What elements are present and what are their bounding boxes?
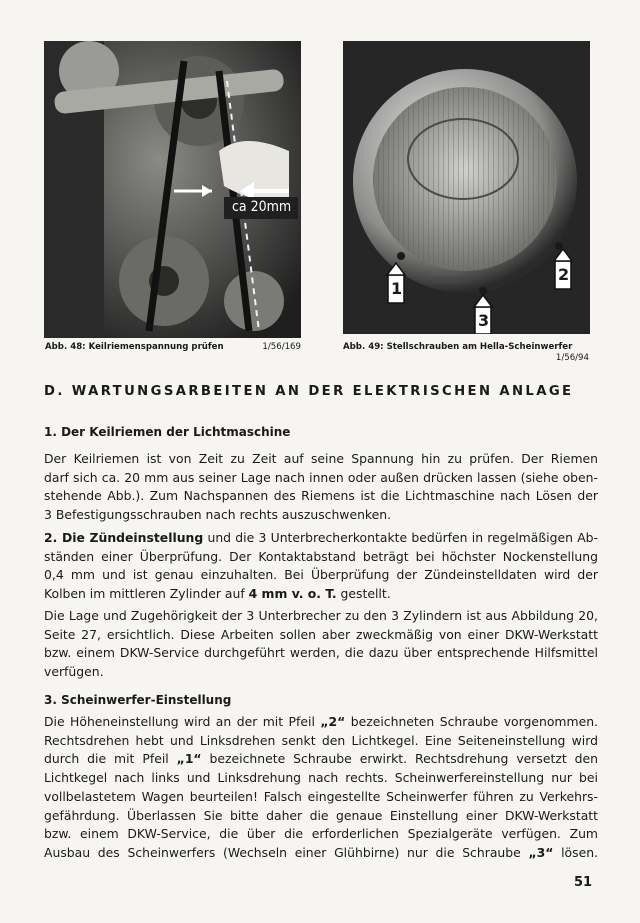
text-line: vollbelastetem Wagen beurteilen! Falsch eingestellte Scheinwerfer führen zu Verkehrs- (44, 788, 598, 804)
bold-marker: „3“ (528, 844, 554, 860)
text-fragment: bezeichneten Schraube vorgenommen. (345, 714, 598, 729)
text-line: bzw. einem DKW-Service durchgeführt werden, die dazu über entsprechende Hilfsmittel (44, 645, 598, 661)
text-fragment: Die Höheneinstellung wird an der mit Pfeil (44, 714, 321, 729)
text-line: verfügen. (44, 664, 104, 680)
text-fragment: gestellt. (336, 586, 391, 602)
bold-marker: „2“ (320, 714, 346, 729)
fig49-ref: 1/56/94 (555, 353, 589, 363)
text-line: gefährdung. Überlassen Sie bitte daher die genaue Einstellung einer DKW-Werkstatt (44, 807, 598, 823)
text-line: stehende Abb.). Zum Nachspannen des Riemens ist die Lichtmaschine nach Lösen der (44, 488, 598, 504)
text-line: Rechtsdrehen hebt und Linksdrehen senkt den Lichtkegel. Eine Seiteneinstellung wird (44, 732, 598, 748)
text-fragment: lösen. (553, 844, 598, 860)
text-line: Der Keilriemen ist von Zeit zu Zeit auf seine Spannung hin zu prüfen. Der Riemen (44, 451, 598, 466)
text-line (44, 529, 598, 548)
fig48-ref: 1/56/169 (262, 342, 301, 352)
text-line: Lichtkegel nach links und Linksdrehung nach rechts. Scheinwerfereinstellung nur bei (44, 770, 598, 786)
text-line (44, 713, 598, 732)
fig49-caption-text: Abb. 49: Stellschrauben am Hella-Scheinwerfer (343, 342, 573, 352)
section-title: D. WARTUNGSARBEITEN AN DER ELEKTRISCHEN ANLAGE (44, 384, 574, 399)
text-line: bzw. einem DKW-Service, die über die erforderlichen Spezialgeräte verfügen. Zum (44, 826, 598, 842)
text-line: ständen einer Überprüfung. Der Kontaktabstand beträgt bei höchster Nockenstellung (44, 548, 598, 564)
paragraph-unterbrecher (44, 607, 598, 682)
text-line (44, 585, 598, 604)
text-line (44, 844, 598, 863)
fig48-caption-text: Abb. 48: Keilriemenspannung prüfen (45, 342, 224, 352)
text-fragment: bezeichnete Schraube erwirkt. Rechtsdrehung versetzt den (201, 751, 598, 767)
headlamp-illustration (343, 41, 590, 334)
figure-49-headlamp-photo (343, 41, 590, 334)
marker-1-label: 1 (391, 279, 403, 298)
text-fragment: durch die mit Pfeil (44, 751, 177, 767)
bold-value: 4 mm v. o. T. (248, 586, 337, 602)
text-line: Die Lage und Zugehörigkeit der 3 Unterbrecher zu den 3 Zylindern ist aus Abbildung 20, (44, 608, 598, 623)
paragraph-scheinwerfer (44, 713, 598, 863)
marker-2-label: 2 (558, 265, 570, 284)
subheading-zuendeinstellung: 2. Die Zündeinstellung (44, 530, 204, 545)
figure-49-caption (343, 342, 589, 363)
text-fragment: Ausbau des Scheinwerfers (Wechseln einer Glühbirne) nur die Schraube (44, 844, 529, 860)
fig48-inset-label: ca 20mm (232, 199, 292, 215)
text-line: 3 Befestigungsschrauben nach rechts auszuschwenken. (44, 507, 392, 523)
page-number: 51 (574, 875, 593, 890)
text-fragment: und die 3 Unterbrecherkontakte bedürfen in regelmäßigen Ab- (203, 530, 599, 545)
text-fragment: Kolben im mittleren Zylinder auf (44, 586, 249, 602)
text-line: Seite 27, ersichtlich. Diese Arbeiten sollen aber zweckmäßig von einer DKW-Werkstatt (44, 626, 598, 642)
figure-48-caption (45, 342, 301, 352)
text-line: 0,4 mm und ist genau einzuhalten. Bei Überprüfung der Zündeinstelldaten wird der (44, 567, 598, 583)
paragraph-keilriemen (44, 450, 598, 525)
paragraph-zuendeinstellung (44, 529, 598, 604)
text-line: darf sich ca. 20 mm aus seiner Lage nach innen oder außen drücken lassen (siehe oben- (44, 469, 598, 485)
subheading-keilriemen: 1. Der Keilriemen der Lichtmaschine (44, 425, 291, 439)
text-line (44, 750, 598, 769)
figure-48-belt-photo (44, 41, 301, 338)
belt-photo-illustration (44, 41, 301, 338)
marker-3-label: 3 (478, 311, 490, 330)
subheading-scheinwerfer: 3. Scheinwerfer-Einstellung (44, 693, 232, 707)
bold-marker: „1“ (176, 751, 202, 767)
